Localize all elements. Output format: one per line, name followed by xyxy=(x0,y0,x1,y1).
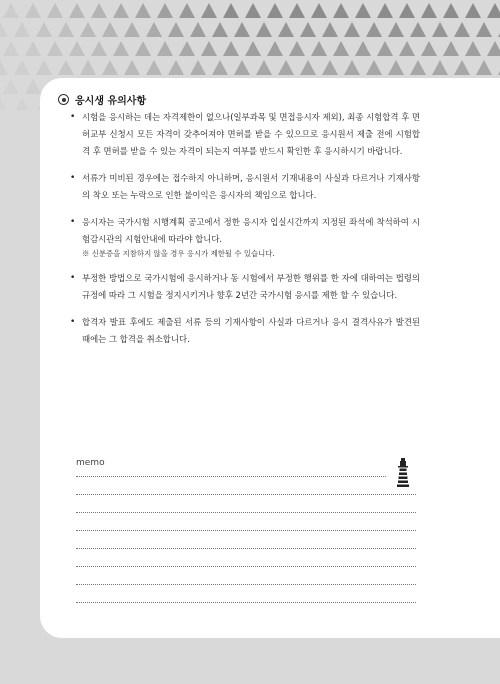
memo-line[interactable] xyxy=(76,602,416,603)
memo-line[interactable] xyxy=(76,530,416,531)
notice-item xyxy=(68,170,420,204)
bullet-icon: • xyxy=(70,317,76,327)
bullet-icon: • xyxy=(70,273,76,283)
bullet-icon: • xyxy=(70,173,76,183)
notice-note: ※ 신분증을 지참하지 않을 경우 응시가 제한될 수 있습니다. xyxy=(82,249,275,258)
notice-item xyxy=(68,314,420,348)
lighthouse-icon xyxy=(396,458,410,488)
notice-text: 합격자 발표 후에도 제출된 서류 등의 기재사항이 사실과 다르거나 응시 결격사유가 발견된 때에는 그 합격을 취소합니다. xyxy=(82,317,420,344)
memo-line[interactable] xyxy=(76,584,416,585)
bullet-icon: • xyxy=(70,112,76,122)
memo-line[interactable] xyxy=(76,548,416,549)
target-icon xyxy=(58,94,69,105)
notice-item xyxy=(68,270,420,304)
notice-heading-text: 응시생 유의사항 xyxy=(75,96,147,107)
notice-text: 부정한 방법으로 국가시험에 응시하거나 동 시험에서 부정한 행위를 한 자에 대하여는 법령의 규정에 따라 그 시험을 정지시키거나 향후 2년간 국가시험 응시를 제한 할 수 있습니다. xyxy=(82,273,420,300)
notice-text: 서류가 미비된 경우에는 접수하지 아니하며, 응시원서 기재내용이 사실과 다르거나 기재사항의 착오 또는 누락으로 인한 불이익은 응시자의 책임으로 합니다. xyxy=(82,173,420,200)
memo-line[interactable] xyxy=(76,476,386,477)
memo-line[interactable] xyxy=(76,512,416,513)
memo-line[interactable] xyxy=(76,494,416,495)
memo-label: memo xyxy=(76,458,105,468)
notice-list xyxy=(68,109,420,358)
notice-item xyxy=(68,214,420,260)
notice-heading xyxy=(58,92,146,107)
memo-line[interactable] xyxy=(76,566,416,567)
notice-text: 시험을 응시하는 데는 자격제한이 없으나(일부과목 및 면접응시자 제외), 최종 시험합격 후 면허교부 신청시 모든 자격이 갖추어져야 면허를 받을 수 있으므로 응시원서 제출 전에 시험합격 후 면허를 받을 수 있는 자격이 되는지 여부를 반드시 확인한 후 응시하시기 바랍니다. xyxy=(82,112,420,156)
bullet-icon: • xyxy=(70,217,76,227)
notice-item xyxy=(68,109,420,160)
notice-text: 응시자는 국가시험 시행계획 공고에서 정한 응시자 입실시간까지 지정된 좌석에 착석하여 시험감시관의 시험안내에 따라야 합니다. xyxy=(82,217,420,244)
